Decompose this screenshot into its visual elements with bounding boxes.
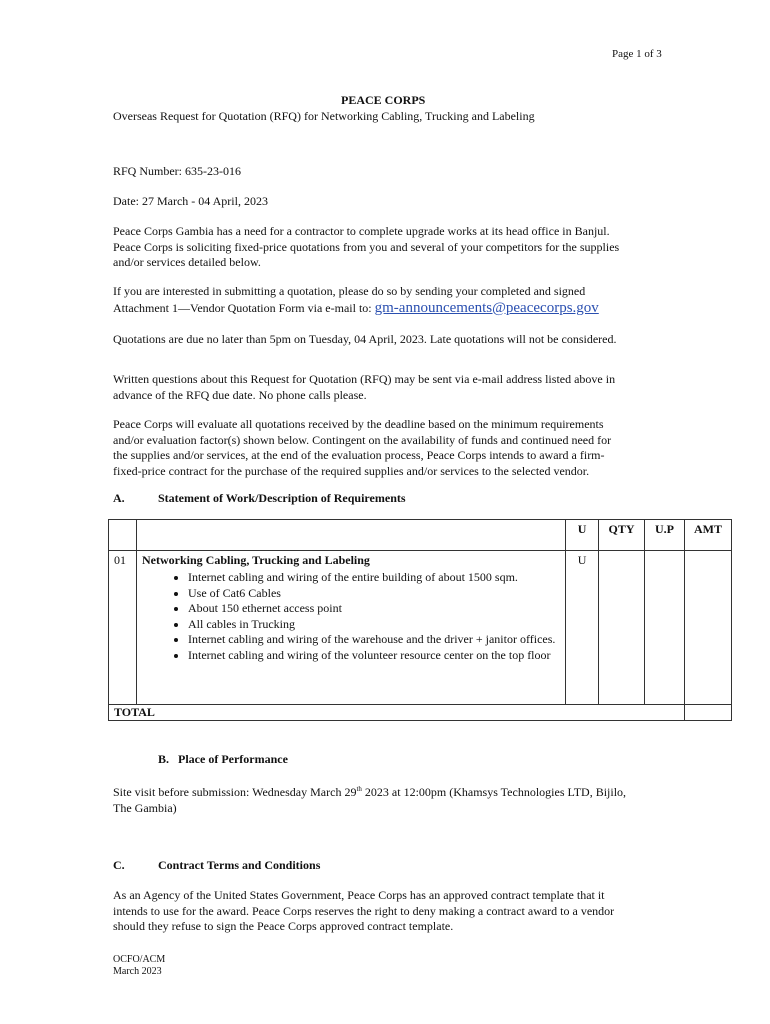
site-visit-text: Site visit before submission: Wednesday March 29 xyxy=(113,785,357,799)
questions-line: advance of the RFQ due date. No phone calls please. xyxy=(113,387,367,402)
contract-line: should they refuse to sign the Peace Corps approved contract template. xyxy=(113,919,454,933)
intro-paragraph xyxy=(113,224,619,271)
section-c-title: Contract Terms and Conditions xyxy=(158,858,321,872)
footer-date: March 2023 xyxy=(113,966,162,977)
row-title: Networking Cabling, Trucking and Labeling xyxy=(141,553,370,567)
section-a-title: Statement of Work/Description of Requirements xyxy=(158,491,406,505)
col-header-unit: U xyxy=(566,520,599,551)
site-visit-ordinal: th xyxy=(356,785,362,793)
site-visit-text: The Gambia) xyxy=(113,800,177,815)
list-item: • Internet cabling and wiring of the volunteer resource center on the top floor xyxy=(188,648,560,664)
list-item: • Use of Cat6 Cables xyxy=(188,586,560,602)
section-b-letter: B. xyxy=(158,752,170,766)
requirements-list xyxy=(142,570,560,663)
site-visit-text: 2023 at 12:00pm (Khamsys Technologies LTD, Bijilo, xyxy=(361,785,627,799)
page-number: Page 1 of 3 xyxy=(612,48,662,60)
section-b-heading xyxy=(158,752,288,768)
page-subtitle: Overseas Request for Quotation (RFQ) for Networking Cabling, Trucking and Labeling xyxy=(113,109,535,123)
list-item: • Internet cabling and wiring of the entire building of about 1500 sqm. xyxy=(188,570,560,586)
section-c-letter: C. xyxy=(113,858,125,872)
row-number: 01 xyxy=(109,551,137,705)
total-amount xyxy=(684,705,731,721)
table-row xyxy=(109,551,732,705)
list-item: • About 150 ethernet access point xyxy=(188,601,560,617)
questions-line: Written questions about this Request for Quotation (RFQ) may be sent via e-mail address listed above in xyxy=(113,372,616,386)
contract-line: As an Agency of the United States Government, Peace Corps has an approved contract template that it xyxy=(113,888,605,902)
contract-line: intends to use for the award. Peace Corps reserves the right to deny making a contract award to a vendor xyxy=(113,903,615,918)
table-header-row xyxy=(109,520,732,551)
intro-line: and/or services detailed below. xyxy=(113,255,261,269)
evaluation-line: fixed-price contract for the purchase of the required supplies and/or services to the selected vendor. xyxy=(113,463,590,478)
section-a-letter: A. xyxy=(113,491,125,505)
row-unit-price xyxy=(645,551,685,705)
due-notice: Quotations are due no later than 5pm on Tuesday, 04 April, 2023. Late quotations will not be considered. xyxy=(113,332,617,346)
questions-paragraph xyxy=(113,372,615,403)
page-title: PEACE CORPS xyxy=(341,93,426,107)
submission-line: If you are interested in submitting a quotation, please do so by sending your completed and signed xyxy=(113,284,586,298)
intro-line: Peace Corps Gambia has a need for a contractor to complete upgrade works at its head office in Banjul. xyxy=(113,224,610,238)
col-header-qty: QTY xyxy=(599,520,645,551)
row-unit: U xyxy=(566,551,599,705)
submission-line: Attachment 1—Vendor Quotation Form via e-mail to: xyxy=(113,300,372,315)
rfq-date: Date: 27 March - 04 April, 2023 xyxy=(113,194,268,208)
row-qty xyxy=(599,551,645,705)
table-header-cell xyxy=(109,520,137,551)
total-label: TOTAL xyxy=(109,705,685,721)
total-row xyxy=(109,705,732,721)
submission-paragraph xyxy=(113,284,599,316)
row-description xyxy=(136,551,565,705)
evaluation-line: and/or evaluation factor(s) shown below. Contingent on the availability of funds and continued need for xyxy=(113,432,612,447)
table-header-cell xyxy=(136,520,565,551)
rfq-number: RFQ Number: 635-23-016 xyxy=(113,164,241,178)
col-header-amount: AMT xyxy=(684,520,731,551)
site-visit-paragraph xyxy=(113,782,626,816)
row-amount xyxy=(684,551,731,705)
evaluation-paragraph xyxy=(113,417,611,479)
footer xyxy=(113,954,165,978)
contract-paragraph xyxy=(113,888,614,935)
evaluation-line: the supplies and/or services, at the end of the evaluation process, Peace Corps intends to award a firm- xyxy=(113,448,605,462)
section-b-title: Place of Performance xyxy=(178,752,288,766)
intro-line: Peace Corps is soliciting fixed-price quotations from you and several of your competitors for the supplies xyxy=(113,239,620,254)
list-item: • Internet cabling and wiring of the warehouse and the driver + janitor offices. xyxy=(188,632,560,648)
email-link[interactable]: gm-announcements@peacecorps.gov xyxy=(374,299,599,316)
footer-office: OCFO/ACM xyxy=(113,954,166,965)
col-header-unit-price: U.P xyxy=(645,520,685,551)
evaluation-line: Peace Corps will evaluate all quotations received by the deadline based on the minimum requirements xyxy=(113,417,604,431)
requirements-table xyxy=(108,519,732,721)
list-item: • All cables in Trucking xyxy=(188,617,560,633)
